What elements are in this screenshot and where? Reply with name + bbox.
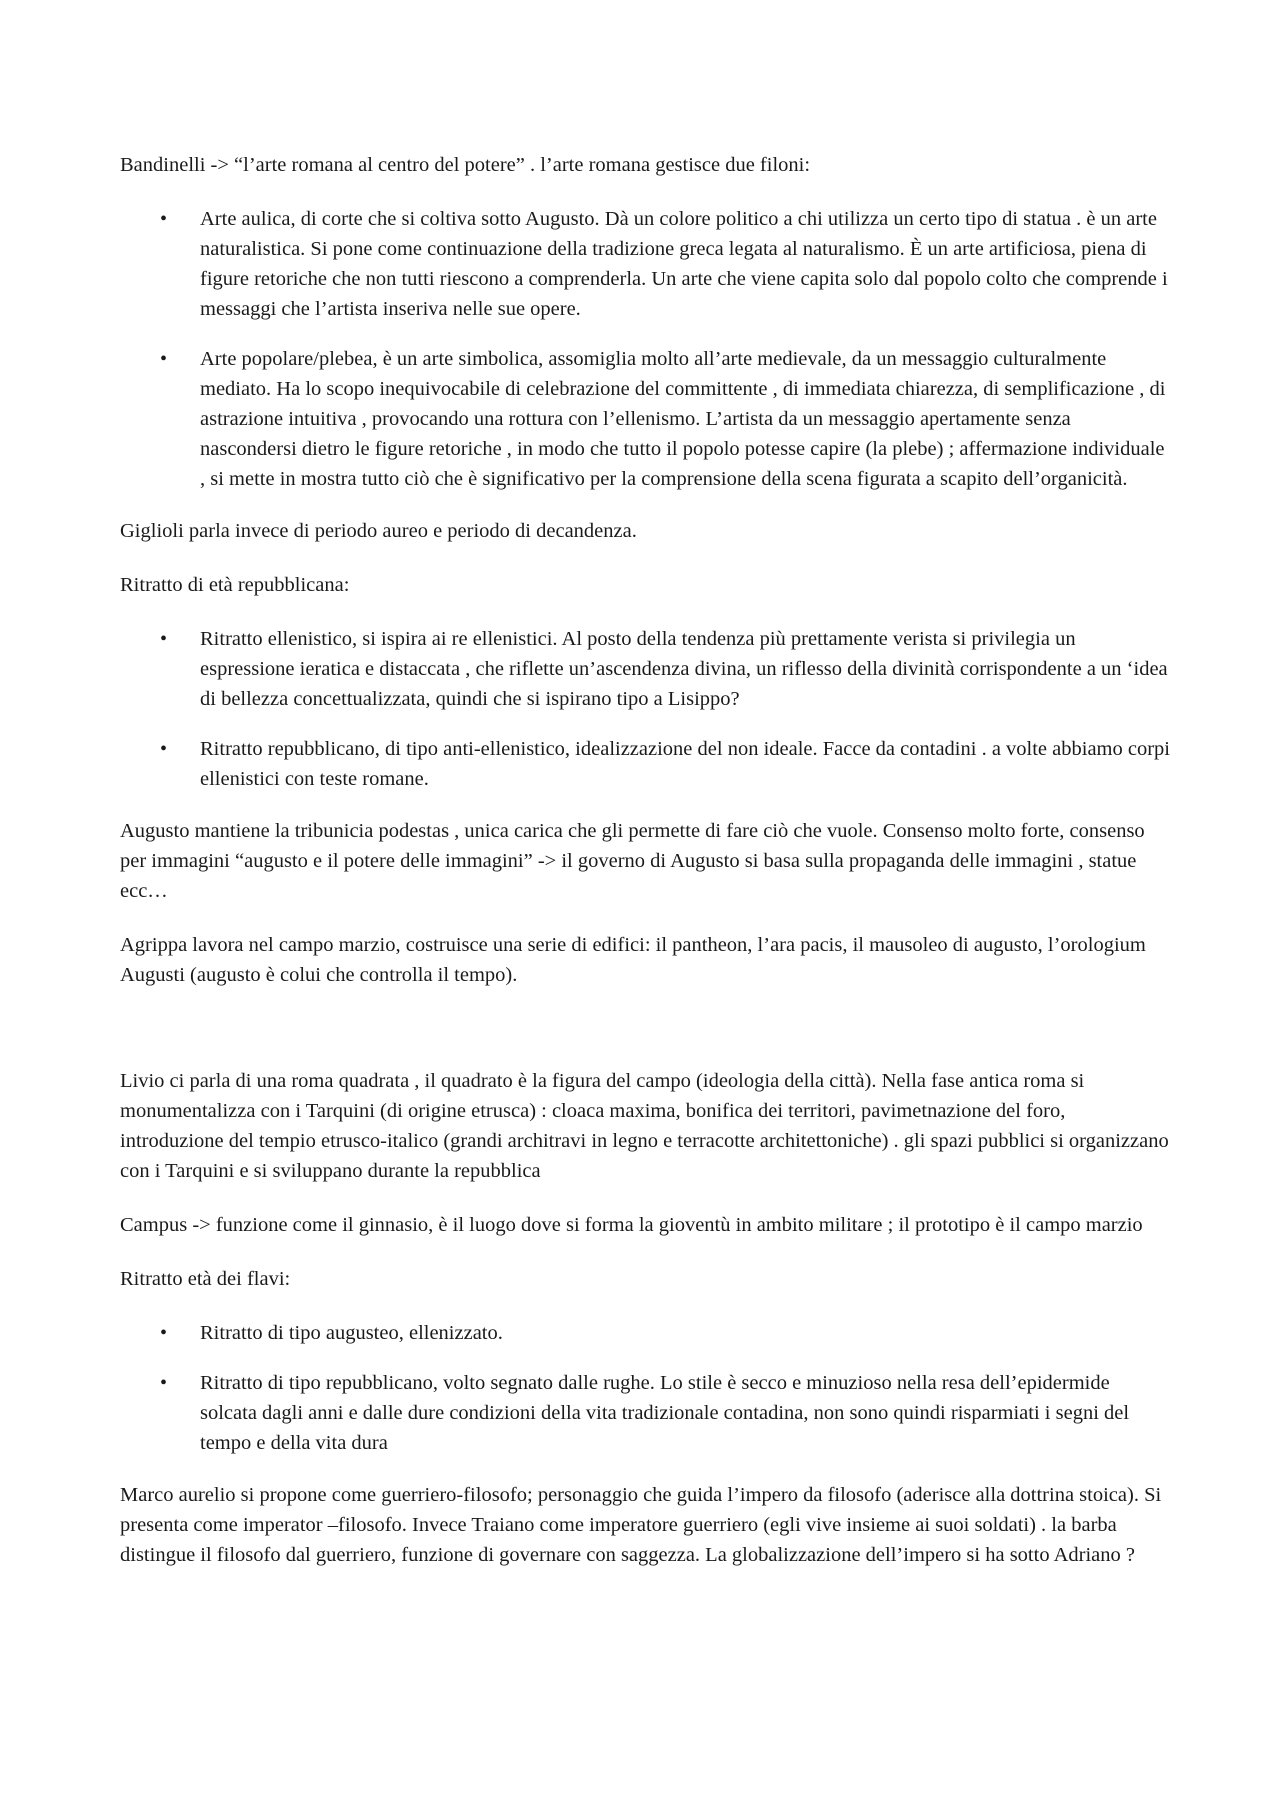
bullet-icon: • [160,628,168,650]
list-item [120,344,1170,494]
list-item-text: Arte popolare/plebea, è un arte simbolica, assomiglia molto all’arte medievale, da un messaggio culturalmente mediato. Ha lo scopo inequivocabile di celebrazione del committente , di immediata chiarezza, di semplificazione , di astrazione intuitiva , provocando una rottura con l’ellenismo. L’artista da un messaggio apertamente senza nascondersi dietro le figure retoriche , in modo che tutto il popolo potesse capire (la plebe) ; affermazione individuale , si mette in mostra tutto ciò che è significativo per la comprensione della scena figurata a scapito dell’organicità. [200,348,1166,490]
paragraph: Livio ci parla di una roma quadrata , il quadrato è la figura del campo (ideologia della città). Nella fase antica roma si monumentalizza con i Tarquini (di origine etrusca) : cloaca maxima, bonifica dei territori, pavimetnazione del foro, introduzione del tempio etrusco-italico (grandi architravi in legno e terracotte architettoniche) . gli spazi pubblici si organizzano con i Tarquini e si sviluppano durante la repubblica [120,1070,1169,1182]
paragraph: Augusto mantiene la tribunicia podestas , unica carica che gli permette di fare ciò che vuole. Consenso molto forte, consenso per immagini “augusto e il potere delle immagini” -> il governo di Augusto si basa sulla propaganda delle immagini , statue ecc… [120,820,1145,902]
list-item-text: Ritratto di tipo augusteo, ellenizzato. [200,1322,503,1344]
list-item-text: Ritratto repubblicano, di tipo anti-ellenistico, idealizzazione del non ideale. Facce da contadini . a volte abbiamo corpi ellenistici con teste romane. [200,738,1170,790]
bullet-list [120,624,1170,794]
list-item-text: Arte aulica, di corte che si coltiva sotto Augusto. Dà un colore politico a chi utilizza un certo tipo di statua . è un arte naturalistica. Si pone come continuazione della tradizione greca legata al naturalismo. È un arte artificiosa, piena di figure retoriche che non tutti riescono a comprenderla. Un arte che viene capita solo dal popolo colto che comprende i messaggi che l’artista inseriva nelle sue opere. [200,208,1168,320]
list-item [120,1318,1170,1348]
list-item [120,734,1170,794]
document-page [120,150,1170,1594]
list-item [120,1368,1170,1458]
paragraph: Giglioli parla invece di periodo aureo e periodo di decandenza. [120,520,637,542]
bullet-list [120,1318,1170,1458]
paragraph: Campus -> funzione come il ginnasio, è il luogo dove si forma la gioventù in ambito militare ; il prototipo è il campo marzio [120,1214,1143,1236]
bullet-icon: • [160,348,168,370]
blank-spacer [120,1014,1170,1066]
paragraph: Marco aurelio si propone come guerriero-filosofo; personaggio che guida l’impero da filosofo (aderisce alla dottrina stoica). Si presenta come imperator –filosofo. Invece Traiano come imperatore guerriero (egli vive insieme ai suoi soldati) . la barba distingue il filosofo dal guerriero, funzione di governare con saggezza. La globalizzazione dell’impero si ha sotto Adriano ? [120,1484,1162,1566]
paragraph: Bandinelli -> “l’arte romana al centro del potere” . l’arte romana gestisce due filoni: [120,154,811,176]
bullet-icon: • [160,1322,168,1344]
list-item-text: Ritratto ellenistico, si ispira ai re ellenistici. Al posto della tendenza più prettamente verista si privilegia un espressione ieratica e distaccata , che riflette un’ascendenza divina, un riflesso della divinità corrispondente a un ‘idea di bellezza concettualizzata, quindi che si ispirano tipo a Lisippo? [200,628,1168,710]
paragraph: Ritratto età dei flavi: [120,1268,291,1290]
list-item-text: Ritratto di tipo repubblicano, volto segnato dalle rughe. Lo stile è secco e minuzioso nella resa dell’epidermide solcata dagli anni e dalle dure condizioni della vita tradizionale contadina, non sono quindi risparmiati i segni del tempo e della vita dura [200,1372,1130,1454]
list-item [120,624,1170,714]
bullet-icon: • [160,738,168,760]
bullet-icon: • [160,1372,168,1394]
paragraph: Ritratto di età repubblicana: [120,574,350,596]
list-item [120,204,1170,324]
bullet-list [120,204,1170,494]
bullet-icon: • [160,208,168,230]
paragraph: Agrippa lavora nel campo marzio, costruisce una serie di edifici: il pantheon, l’ara pacis, il mausoleo di augusto, l’orologium Augusti (augusto è colui che controlla il tempo). [120,934,1146,986]
